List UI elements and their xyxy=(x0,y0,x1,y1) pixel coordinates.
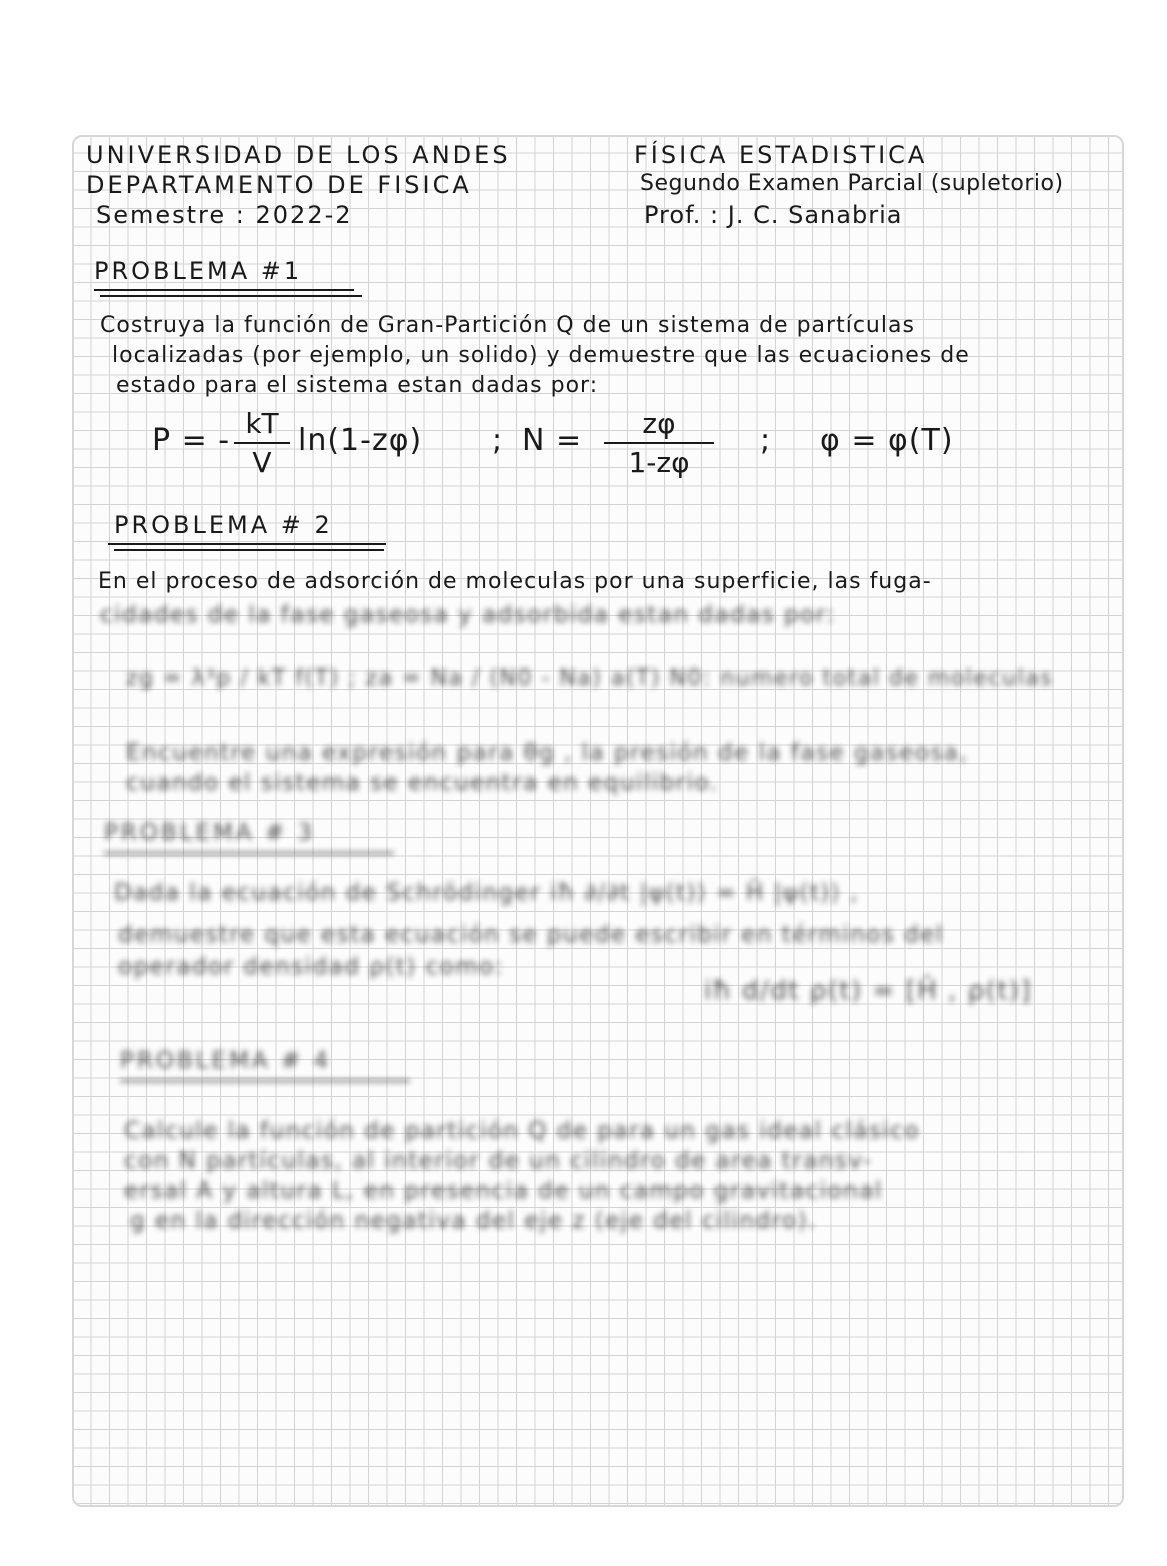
problem-4-blurred-line-4: g en la dirección negativa del eje z (eje del cilindro). xyxy=(130,1208,817,1234)
formula-n-bar xyxy=(604,442,714,444)
blurred-region xyxy=(74,592,1122,1505)
problem-3-blurred-line-2: demuestre que esta ecuación se puede escribir en términos del xyxy=(118,922,944,948)
problem-4-underline xyxy=(120,1080,410,1082)
problem-4-blurred-line-3: ersal A y altura L, en presencia de un campo gravitacional xyxy=(124,1178,883,1204)
problem-4-blurred-line-2: con N partículas, al interior de un cilindro de area transv- xyxy=(124,1148,873,1174)
department-name: DEPARTAMENTO DE FISICA xyxy=(86,171,472,199)
problem-1-line-2: localizadas (por ejemplo, un solido) y demuestre que las ecuaciones de xyxy=(112,343,970,368)
formula-phi: φ = φ(T) xyxy=(820,423,954,458)
problem-2-underline xyxy=(108,543,386,545)
problem-3-title: PROBLEMA # 3 xyxy=(104,820,316,846)
problem-2-blurred-line-3: Encuentre una expresión para θg , la presión de la fase gaseosa, xyxy=(126,740,969,766)
formula-p-lhs: P = - xyxy=(152,423,231,458)
exam-name: Segundo Examen Parcial (supletorio) xyxy=(640,171,1064,196)
problem-3-underline xyxy=(104,852,394,854)
formula-p-denominator: V xyxy=(252,446,272,479)
problem-1-line-3: estado para el sistema estan dadas por: xyxy=(116,373,599,398)
course-name: FÍSICA ESTADISTICA xyxy=(634,141,928,169)
semester: Semestre : 2022-2 xyxy=(96,201,353,229)
formula-p-bar xyxy=(234,442,290,444)
problem-3-blurred-line-1: Dada la ecuación de Schrödinger iħ ∂/∂t |ψ(t)⟩ = Ĥ |ψ(t)⟩ , xyxy=(114,880,859,906)
university-name: UNIVERSIDAD DE LOS ANDES xyxy=(86,141,511,169)
formula-n-lhs: N = xyxy=(522,423,583,458)
problem-4-title: PROBLEMA # 4 xyxy=(120,1048,332,1074)
problem-4-blurred-line-1: Calcule la función de partición Q de para un gas ideal clásico xyxy=(124,1118,920,1144)
grid-paper-sheet xyxy=(72,135,1124,1507)
problem-2-blurred-line-4: cuando el sistema se encuentra en equilibrio. xyxy=(126,770,719,796)
problem-2-line-1: En el proceso de adsorción de moleculas por una superficie, las fuga- xyxy=(98,569,932,594)
formula-p-rest: ln(1-zφ) xyxy=(298,423,423,458)
formula-sep-1: ; xyxy=(492,423,504,458)
problem-1-title: PROBLEMA #1 xyxy=(94,257,303,285)
problem-2-title: PROBLEMA # 2 xyxy=(114,511,333,539)
problem-3-blurred-line-3: operador densidad ρ(t) como: xyxy=(118,954,504,980)
formula-n-numerator: zφ xyxy=(642,407,676,440)
formula-p-numerator: kT xyxy=(245,407,279,440)
problem-2-blurred-line-1: cidades de la fase gaseosa y adsorbida estan dadas por: xyxy=(100,602,836,628)
problem-1-underline-2 xyxy=(100,295,362,297)
professor: Prof. : J. C. Sanabria xyxy=(644,201,903,229)
problem-2-underline-2 xyxy=(114,549,384,551)
problem-3-blurred-line-4: iħ d/dt ρ(t) = [Ĥ , ρ(t)] xyxy=(704,976,1033,1006)
problem-1-underline xyxy=(94,289,354,291)
problem-1-line-1: Costruya la función de Gran-Partición Q de un sistema de partículas xyxy=(100,313,915,338)
problem-2-blurred-line-2: zg = λ³p / kT f(T) ; za = Na / (N0 - Na) a(T) N0: numero total de moleculas xyxy=(126,666,1054,691)
formula-sep-2: ; xyxy=(760,423,772,458)
formula-n-denominator: 1-zφ xyxy=(628,446,690,479)
formula-n-fraction xyxy=(604,407,714,479)
formula-p-fraction xyxy=(234,407,290,479)
